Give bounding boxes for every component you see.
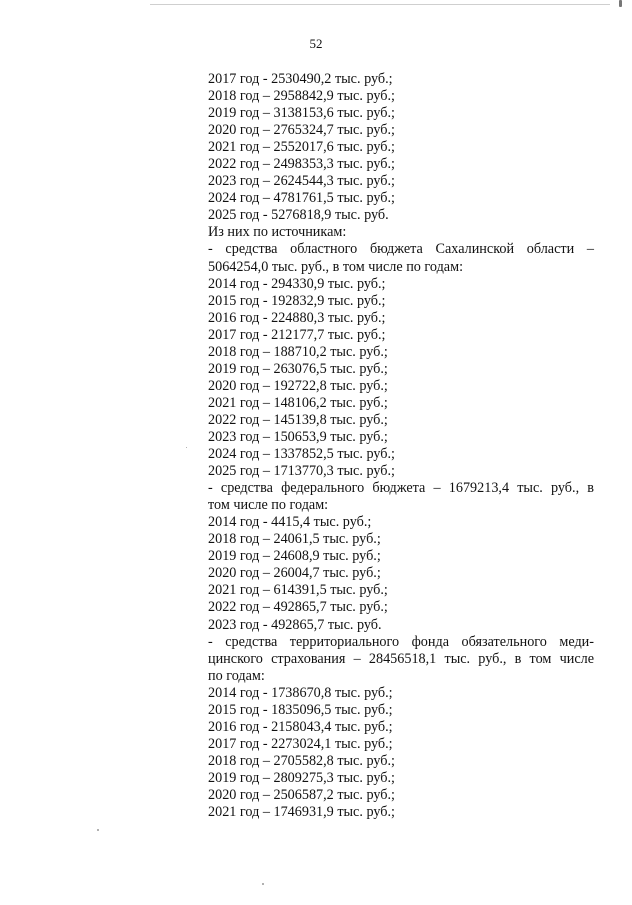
text-line: 2021 год – 2552017,6 тыс. руб.;: [208, 139, 395, 156]
text-line: 2016 год - 2158043,4 тыс. руб.;: [208, 718, 393, 735]
text-line: 2017 год - 2273024,1 тыс. руб.;: [208, 735, 393, 752]
text-line: 2018 год – 2705582,8 тыс. руб.;: [208, 752, 395, 769]
text-line: 2019 год – 24608,9 тыс. руб.;: [208, 548, 381, 565]
text-line: 2022 год – 145139,8 тыс. руб.;: [208, 411, 388, 428]
text-line: 2019 год – 263076,5 тыс. руб.;: [208, 360, 388, 377]
text-line: 2024 год – 1337852,5 тыс. руб.;: [208, 446, 395, 463]
text-line: 2017 год - 2530490,2 тыс. руб.;: [208, 71, 393, 87]
text-line: 2016 год - 224880,3 тыс. руб.;: [208, 309, 386, 326]
text-line: 2021 год – 148106,2 тыс. руб.;: [208, 394, 388, 411]
text-line: 2019 год – 2809275,3 тыс. руб.;: [208, 769, 395, 786]
text-line: 2022 год – 492865,7 тыс. руб.;: [208, 599, 388, 616]
text-line-justified: цинского страхования – 28456518,1 тыс. руб., в том числе: [208, 650, 594, 667]
text-line: 2025 год - 5276818,9 тыс. руб.: [208, 207, 389, 224]
scan-speck: [262, 883, 264, 885]
text-line: 2022 год – 2498353,3 тыс. руб.;: [208, 156, 395, 173]
text-line: 2019 год – 3138153,6 тыс. руб.;: [208, 105, 395, 122]
text-line: 2023 год – 150653,9 тыс. руб.;: [208, 428, 388, 445]
text-line: 2023 год – 2624544,3 тыс. руб.;: [208, 173, 395, 190]
text-line: 2014 год - 294330,9 тыс. руб.;: [208, 275, 386, 292]
scan-corner-mark: [619, 0, 622, 7]
text-line-justified: - средства территориального фонда обязательного меди-: [208, 633, 594, 650]
text-line: 2018 год – 188710,2 тыс. руб.;: [208, 343, 388, 360]
text-line: 2014 год - 1738670,8 тыс. руб.;: [208, 684, 393, 701]
text-line: 2018 год – 24061,5 тыс. руб.;: [208, 531, 381, 548]
scan-speck: [186, 447, 187, 448]
text-line: 2023 год - 492865,7 тыс. руб.: [208, 616, 382, 633]
text-line: 2018 год – 2958842,9 тыс. руб.;: [208, 88, 395, 105]
text-line: 2015 год - 192832,9 тыс. руб.;: [208, 292, 386, 309]
text-line: 2014 год - 4415,4 тыс. руб.;: [208, 514, 372, 531]
scan-speck: [97, 829, 99, 831]
text-line: 2020 год – 2506587,2 тыс. руб.;: [208, 786, 395, 803]
text-line: 2021 год – 1746931,9 тыс. руб.;: [208, 804, 395, 821]
funding-text-block: [208, 71, 594, 821]
text-line: том числе по годам:: [208, 497, 329, 514]
text-line: 2024 год – 4781761,5 тыс. руб.;: [208, 190, 395, 207]
text-line: 2020 год – 192722,8 тыс. руб.;: [208, 377, 388, 394]
text-line-justified: - средства федерального бюджета – 1679213,4 тыс. руб., в: [208, 480, 594, 497]
text-line: по годам:: [208, 667, 265, 684]
scan-top-edge: [150, 4, 610, 5]
text-line: 2021 год – 614391,5 тыс. руб.;: [208, 582, 388, 599]
text-line: 2017 год - 212177,7 тыс. руб.;: [208, 326, 386, 343]
text-line: 5064254,0 тыс. руб., в том числе по годам:: [208, 258, 464, 275]
text-line: 2020 год – 26004,7 тыс. руб.;: [208, 565, 381, 582]
text-line: 2025 год – 1713770,3 тыс. руб.;: [208, 463, 395, 480]
text-line: 2015 год - 1835096,5 тыс. руб.;: [208, 701, 393, 718]
text-line-justified: - средства областного бюджета Сахалинской области –: [208, 241, 594, 258]
text-line: Из них по источникам:: [208, 224, 347, 241]
page-number: 52: [309, 36, 323, 51]
text-line: 2020 год – 2765324,7 тыс. руб.;: [208, 122, 395, 139]
